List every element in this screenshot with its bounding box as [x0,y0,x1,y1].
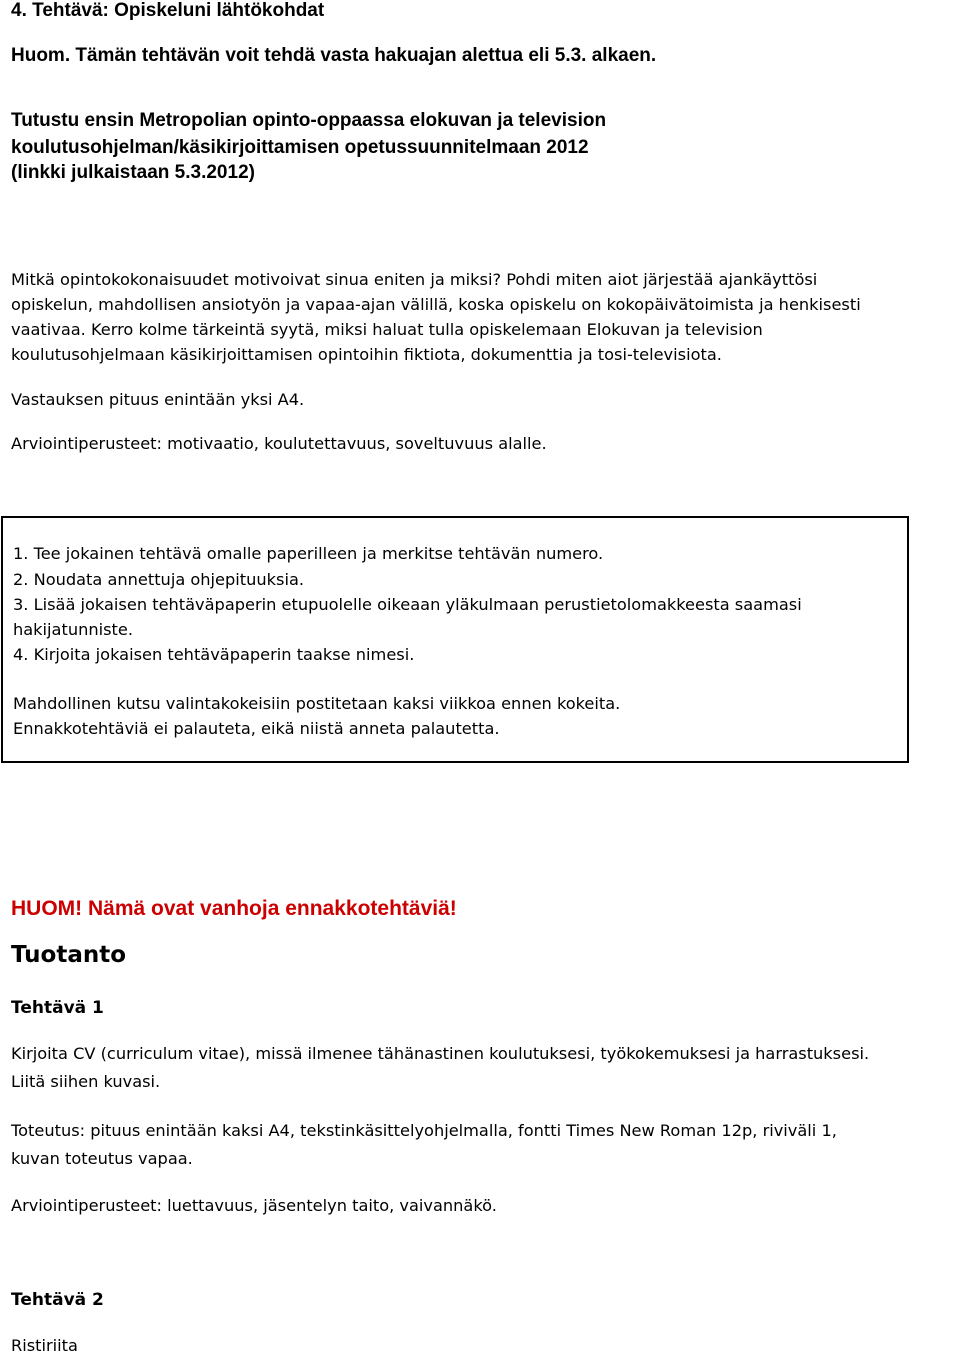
instruction-item-4: 4. Kirjoita jokaisen tehtäväpaperin taakse nimesi. [13,645,415,664]
task1-title: Tehtävä 1 [11,998,104,1018]
task1-criteria: Arviointiperusteet: luettavuus, jäsentelyn taito, vaivannäkö. [11,1196,497,1215]
instruction-item-2: 2. Noudata annettuja ohjepituuksia. [13,570,305,589]
task4-body-line-2: opiskelun, mahdollisen ansiotyön ja vapaa-ajan välillä, koska opiskelu on kokopäivätoimista ja henkisesti [11,295,861,314]
old-tasks-warning: HUOM! Nämä ovat vanhoja ennakkotehtäviä! [11,897,457,920]
section-title-tuotanto: Tuotanto [11,942,127,968]
task4-criteria: Arviointiperusteet: motivaatio, koulutettavuus, soveltuvuus alalle. [11,434,547,453]
intro-line-2: koulutusohjelman/käsikirjoittamisen opetussuunnitelmaan 2012 [11,137,589,158]
task4-length: Vastauksen pituus enintään yksi A4. [11,390,305,409]
task4-body-line-3: vaativaa. Kerro kolme tärkeintä syytä, miksi haluat tulla opiskelemaan Elokuvan ja television [11,320,763,339]
task1-implementation-line-2: kuvan toteutus vapaa. [11,1149,193,1168]
intro-line-3: (linkki julkaistaan 5.3.2012) [11,162,255,183]
instruction-item-3: 3. Lisää jokaisen tehtäväpaperin etupuolelle oikeaan yläkulmaan perustietolomakkeesta saamasi [13,595,802,614]
task1-implementation-line-1: Toteutus: pituus enintään kaksi A4, tekstinkäsittelyohjelmalla, fontti Times New Roman 12p, riviväli 1, [11,1121,837,1140]
instructions-box [1,516,909,763]
task1-body-line-1: Kirjoita CV (curriculum vitae), missä ilmenee tähänastinen koulutuksesi, työkokemuksesi ja harrastuksesi. [11,1044,870,1063]
page-title: 4. Tehtävä: Opiskeluni lähtökohdat [11,0,325,21]
task4-body-line-4: koulutusohjelmaan käsikirjoittamisen opintoihin fiktiota, dokumenttia ja tosi-televisiota. [11,345,722,364]
return-note: Ennakkotehtäviä ei palauteta, eikä niistä anneta palautetta. [13,719,500,738]
availability-note: Huom. Tämän tehtävän voit tehdä vasta hakuajan alettua eli 5.3. alkaen. [11,45,657,66]
task2-body: Ristiriita [11,1336,78,1355]
task4-body-line-1: Mitkä opintokokonaisuudet motivoivat sinua eniten ja miksi? Pohdi miten aiot järjestää ajankäyttösi [11,270,818,289]
intro-line-1: Tutustu ensin Metropolian opinto-oppaassa elokuvan ja television [11,110,607,131]
instruction-item-1: 1. Tee jokainen tehtävä omalle paperilleen ja merkitse tehtävän numero. [13,544,604,563]
instruction-item-3-cont: hakijatunniste. [13,620,133,639]
task1-body-line-2: Liitä siihen kuvasi. [11,1072,161,1091]
invitation-note: Mahdollinen kutsu valintakokeisiin postitetaan kaksi viikkoa ennen kokeita. [13,694,621,713]
task2-title: Tehtävä 2 [11,1290,104,1310]
